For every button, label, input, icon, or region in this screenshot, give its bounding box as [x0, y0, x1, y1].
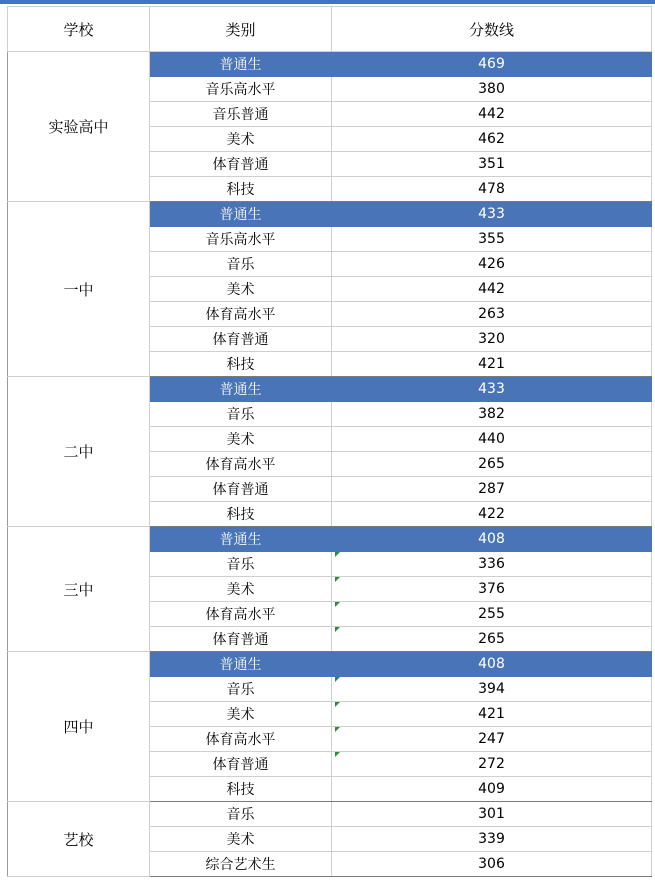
score-cell [332, 127, 652, 152]
score-cell [332, 777, 652, 802]
table-body [8, 52, 652, 877]
score-value: 351 [478, 156, 505, 172]
score-cell [332, 102, 652, 127]
category-cell: 音乐 [150, 802, 332, 827]
category-cell: 科技 [150, 502, 332, 527]
score-value: 255 [478, 606, 505, 622]
score-cell [332, 577, 652, 602]
score-value: 469 [478, 56, 505, 72]
score-cell [332, 277, 652, 302]
category-cell: 美术 [150, 702, 332, 727]
category-cell: 体育高水平 [150, 727, 332, 752]
header-school: 学校 [8, 7, 150, 52]
category-cell: 体育普通 [150, 477, 332, 502]
score-cell [332, 302, 652, 327]
score-cell [332, 427, 652, 452]
score-cell [332, 652, 652, 677]
score-value: 301 [478, 806, 505, 822]
score-cell [332, 502, 652, 527]
score-cell [332, 152, 652, 177]
category-cell: 美术 [150, 427, 332, 452]
category-cell: 普通生 [150, 652, 332, 677]
score-cell [332, 802, 652, 827]
table-row [8, 527, 652, 552]
score-cell [332, 352, 652, 377]
score-cell [332, 327, 652, 352]
category-cell: 体育普通 [150, 152, 332, 177]
score-cell [332, 52, 652, 77]
score-value: 376 [478, 581, 505, 597]
score-cell [332, 627, 652, 652]
score-cell [332, 377, 652, 402]
school-cell: 艺校 [8, 802, 150, 877]
school-cell: 一中 [8, 202, 150, 377]
category-cell: 音乐 [150, 677, 332, 702]
category-cell: 普通生 [150, 52, 332, 77]
score-cell [332, 727, 652, 752]
school-cell: 三中 [8, 527, 150, 652]
comment-marker-icon [335, 627, 340, 632]
score-cell [332, 227, 652, 252]
score-value: 440 [478, 431, 505, 447]
score-value: 247 [478, 731, 505, 747]
score-value: 382 [478, 406, 505, 422]
category-cell: 综合艺术生 [150, 852, 332, 877]
category-cell: 体育普通 [150, 627, 332, 652]
top-accent-bar [0, 0, 655, 4]
score-cell [332, 402, 652, 427]
score-cell [332, 602, 652, 627]
comment-marker-icon [335, 677, 340, 682]
score-value: 306 [478, 856, 505, 872]
score-value: 265 [478, 631, 505, 647]
category-cell: 普通生 [150, 377, 332, 402]
score-cell [332, 452, 652, 477]
score-value: 442 [478, 281, 505, 297]
score-value: 422 [478, 506, 505, 522]
score-cell [332, 177, 652, 202]
score-value: 433 [478, 381, 505, 397]
table-row [8, 377, 652, 402]
category-cell: 体育高水平 [150, 302, 332, 327]
score-value: 433 [478, 206, 505, 222]
category-cell: 普通生 [150, 527, 332, 552]
category-cell: 普通生 [150, 202, 332, 227]
category-cell: 体育高水平 [150, 452, 332, 477]
score-value: 272 [478, 756, 505, 772]
category-cell: 美术 [150, 827, 332, 852]
category-cell: 科技 [150, 352, 332, 377]
score-cell [332, 677, 652, 702]
score-value: 320 [478, 331, 505, 347]
category-cell: 体育普通 [150, 327, 332, 352]
category-cell: 美术 [150, 127, 332, 152]
table-row [8, 652, 652, 677]
school-cell: 二中 [8, 377, 150, 527]
comment-marker-icon [335, 752, 340, 757]
score-value: 287 [478, 481, 505, 497]
score-value: 408 [478, 531, 505, 547]
comment-marker-icon [335, 552, 340, 557]
score-value: 339 [478, 831, 505, 847]
score-cell [332, 202, 652, 227]
table-row [8, 52, 652, 77]
score-value: 355 [478, 231, 505, 247]
score-cell [332, 477, 652, 502]
category-cell: 体育高水平 [150, 602, 332, 627]
score-value: 380 [478, 81, 505, 97]
category-cell: 美术 [150, 577, 332, 602]
score-value: 478 [478, 181, 505, 197]
header-row [8, 7, 652, 52]
score-value: 409 [478, 781, 505, 797]
score-cell [332, 752, 652, 777]
score-value: 421 [478, 706, 505, 722]
category-cell: 音乐高水平 [150, 77, 332, 102]
score-cell [332, 252, 652, 277]
score-value: 408 [478, 656, 505, 672]
score-cell [332, 527, 652, 552]
score-cell [332, 77, 652, 102]
score-value: 394 [478, 681, 505, 697]
comment-marker-icon [335, 577, 340, 582]
score-value: 421 [478, 356, 505, 372]
school-cell: 实验高中 [8, 52, 150, 202]
comment-marker-icon [335, 702, 340, 707]
comment-marker-icon [335, 727, 340, 732]
category-cell: 音乐 [150, 402, 332, 427]
category-cell: 美术 [150, 277, 332, 302]
score-cell [332, 702, 652, 727]
comment-marker-icon [335, 602, 340, 607]
score-value: 426 [478, 256, 505, 272]
category-cell: 科技 [150, 177, 332, 202]
header-score: 分数线 [332, 7, 652, 52]
score-value: 336 [478, 556, 505, 572]
table-row [8, 802, 652, 827]
category-cell: 音乐高水平 [150, 227, 332, 252]
score-value: 442 [478, 106, 505, 122]
header-category: 类别 [150, 7, 332, 52]
score-value: 265 [478, 456, 505, 472]
category-cell: 音乐 [150, 552, 332, 577]
score-value: 263 [478, 306, 505, 322]
school-cell: 四中 [8, 652, 150, 802]
score-table [7, 6, 652, 877]
table-row [8, 202, 652, 227]
score-value: 462 [478, 131, 505, 147]
score-cell [332, 852, 652, 877]
category-cell: 音乐 [150, 252, 332, 277]
score-cell [332, 827, 652, 852]
category-cell: 体育普通 [150, 752, 332, 777]
category-cell: 科技 [150, 777, 332, 802]
score-cell [332, 552, 652, 577]
category-cell: 音乐普通 [150, 102, 332, 127]
